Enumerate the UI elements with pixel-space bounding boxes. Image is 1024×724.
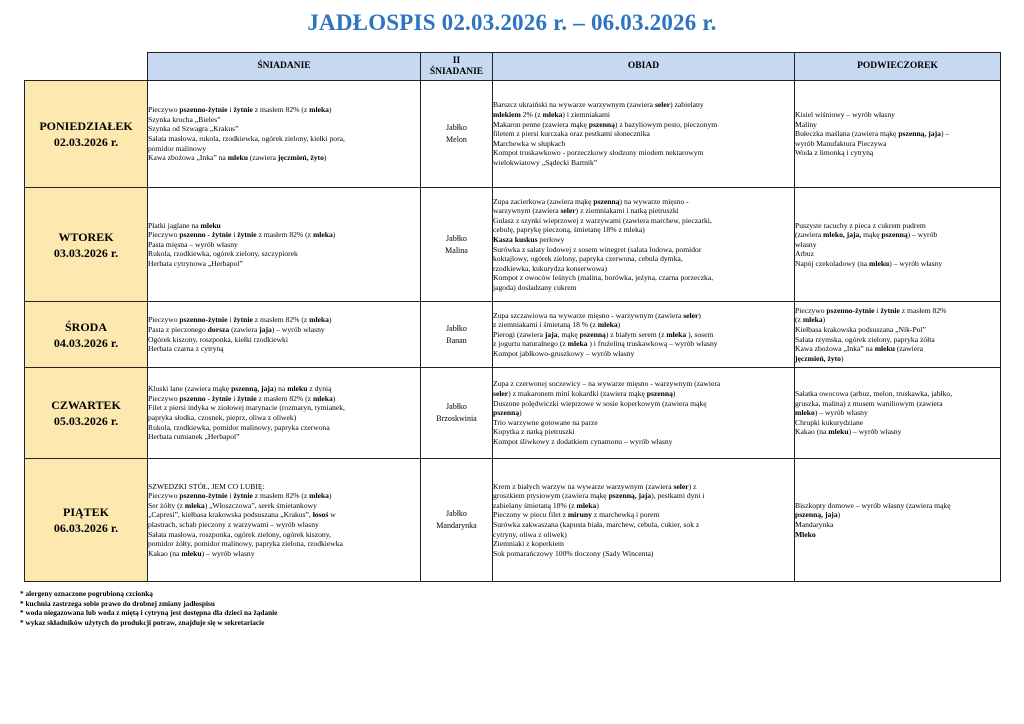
menu-line: z ziemniakami i śmietaną 18 % (z mleka) [493,320,621,330]
menu-line: Pasta z pieczonego dorsza (zawiera jaja) – wyrób własny [148,324,325,334]
menu-line: własny [795,239,817,249]
menu-line: Kakao (na mleku) – wyrób własny [795,427,902,437]
day-row [25,459,1001,582]
snack-cell [795,459,1001,582]
menu-line: Filet z piersi indyka w ziołowej marynacie (rozmaryn, tymianek, [148,403,345,413]
menu-line: Mandarynka [795,520,834,529]
snack-cell [795,81,1001,188]
menu-line: pomidor żółty, pomidor malinowy, papryka zielona, rzodkiewka [148,539,343,549]
day-row [25,81,1001,188]
menu-line: papryka słodka, czosnek, pieprz, oliwa z oliwek) [148,413,297,422]
menu-line: Pieczywo pszenno-żytnie i żytnie z masłem 82% (z mleka) [148,105,332,115]
menu-line: Gulasz z szynki wieprzowej z warzywami (zawiera marchew, pieczarki, [493,215,712,225]
day-name: PIĄTEK [62,505,109,519]
breakfast-cell [148,81,421,188]
menu-line: Zupa szczawiowa na wywarze mięsno - warzywnym (zawiera seler) [493,310,701,320]
menu-line: (zawiera mleko, jaja, mąkę pszenną) – wyrób [795,230,938,240]
menu-line: koktajlowy, ogórek zielony, papryka czerwona, cebula dymka, [493,254,683,264]
day-date: 05.03.2026 r. [53,414,119,428]
menu-line: Makaron penne (zawiera mąkę pszenną) z bazyliowym pesto, pieczonym [493,119,718,129]
menu-line: Arbuz [795,249,814,259]
footnote: * alergeny oznaczone pogrubioną czcionką [20,589,153,598]
menu-line: Napój czekoladowy (na mleku) – wyrób własny [795,258,943,268]
menu-line: rzodkiewka, kukurydza konserwowa) [493,263,608,273]
menu-line: „Capresi”, kiełbasa krakowska podsuszana „Krakus”, łosoś w [148,510,336,520]
second-breakfast-cell [421,81,493,188]
menu-line: Ziemniaki z koperkiem [493,539,564,549]
day-label-cell [25,81,148,188]
menu-line: filetem z piersi kurczaka oraz pestkami słonecznika [493,129,650,139]
menu-line: Pieczywo pszenno - żytnie i żytnie z masłem 82% (z mleka) [148,230,336,240]
menu-line: Krem z białych warzyw na wywarze warzywnym (zawiera seler) z [493,481,697,491]
day-label-cell [25,368,148,459]
menu-line: Kompot jabłkowo-gruszkowy – wyrób własny [493,348,635,358]
breakfast-cell [148,459,421,582]
lunch-cell [493,81,795,188]
header-second-breakfast-line1: II [452,55,461,66]
menu-line: cytryny, oliwa z oliwek) [493,529,567,539]
lunch-cell [493,188,795,302]
menu-line: pszenną, jaja) [795,510,841,520]
menu-line: Sałatka owocowa (arbuz, melon, truskawka, jabłko, [795,389,953,399]
menu-line: Sałata masłowa, rukola, rzodkiewka, ogórek zielony, kiełki pora, [148,134,345,143]
footnotes [20,589,277,627]
menu-line: Pieczony w piecu filet z miruny z marchewką i porem [493,510,660,520]
menu-line: Pasta mięsna – wyrób własny [148,239,238,249]
day-name: PONIEDZIAŁEK [39,119,133,133]
header-snack: PODWIECZOREK [795,53,1001,81]
menu-line: jęczmień, żyto) [795,353,844,363]
second-breakfast-item: Jabłko [446,509,467,518]
menu-line: Barszcz ukraiński na wywarze warzywnym (zawiera seler) zabielany [493,100,704,110]
lunch-cell [493,368,795,459]
menu-line: Pieczywo pszenno - żytnie i żytnie z masłem 82% (z mleka) [148,393,336,403]
menu-line: Pierogi (zawiera jaja, mąkę pszenną) z białym serem (z mleka ), sosem [493,329,714,339]
second-breakfast-cell [421,188,493,302]
menu-line: jagoda) dosładzany cukrem [493,282,577,292]
menu-line: Surówka z sałaty lodowej z sosem winegret (sałata lodowa, pomidor [493,244,702,254]
day-label-cell [25,188,148,302]
second-breakfast-cell [421,368,493,459]
menu-line: Kasza kuskus perłowy [493,234,565,244]
menu-line: Bułeczka maślana (zawiera mąkę pszenną, jaja) – [795,129,950,139]
second-breakfast-item: Jabłko [446,323,467,333]
menu-line: mlekiem 2% (z mleka) i ziemniakami [493,110,611,120]
menu-line: Zupa z czerwonej soczewicy – na wywarze mięsno - warzywnym (zawiera [493,379,721,389]
second-breakfast-item: Mandarynka [436,521,477,530]
second-breakfast-item: Brzoskwinia [436,414,477,423]
menu-line: Trio warzywne gotowane na parze [493,417,598,427]
footnote: * kuchnia zastrzega sobie prawo do drobnej zmiany jadłospisu [20,598,215,608]
day-row [25,302,1001,368]
lunch-cell [493,302,795,368]
second-breakfast-item: Banan [446,335,467,345]
day-date: 02.03.2026 r. [53,135,119,149]
menu-line: Herbata rumianek „Herbapol” [148,432,240,442]
day-row [25,368,1001,459]
second-breakfast-cell [421,302,493,368]
snack-cell [795,302,1001,368]
menu-line: z jogurtu naturalnego (z mleka ) i frużeliną truskawkową – wyrób własny [493,339,718,349]
menu-line: zabielany śmietaną 18% (z mleka) [493,500,599,510]
day-name: CZWARTEK [51,398,121,412]
day-date: 06.03.2026 r. [53,521,119,535]
menu-line: gruszka, malina) z musem waniliowym (zawiera [795,398,943,408]
menu-line: Sałata rzymska, ogórek zielony, papryka żółta [795,334,935,344]
menu-line: Chrupki kukurydziane [795,417,864,427]
menu-line: Rukola, rzodkiewka, pomidor malinowy, papryka czerwona [148,422,330,432]
menu-line: Sok pomarańczowy 100% tłoczony (Sady Wincenta) [493,548,654,558]
menu-line: Ser żółty (z mleka) „Włoszczowa”, serek śmietankowy [148,500,317,510]
menu-line: Kakao (na mleku) – wyrób własny [148,548,255,558]
day-date: 03.03.2026 r. [53,245,119,260]
menu-line: warzywnym (zawiera seler) z ziemniakami i natką pietruszki [493,206,679,216]
breakfast-cell [148,188,421,302]
header-second-breakfast-line2: ŚNIADANIE [429,66,484,77]
menu-table [24,52,1001,582]
menu-line: seler) z makaronem mini kokardki (zawiera mąkę pszenną) [493,389,676,399]
second-breakfast-item: Malina [445,245,468,255]
page-title: JADŁOSPIS 02.03.2026 r. – 06.03.2026 r. [307,10,717,35]
menu-line: Ogórek kiszony, roszponka, kiełki rzodkiewki [148,334,288,344]
menu-line: Kompot truskawkowo - porzeczkowy słodzony miodem nektarowym [493,148,704,158]
snack-cell [795,368,1001,459]
menu-line: (z mleka) [795,315,826,325]
day-label-cell [25,302,148,368]
menu-line: mleko) – wyrób własny [795,408,868,418]
header-breakfast: ŚNIADANIE [148,53,421,81]
menu-line: Woda z limonką i cytryną [795,148,874,158]
menu-line: Zupa zacierkowa (zawiera mąkę pszenną) na wywarze mięsno - [493,196,689,206]
menu-line: Kompot z owoców leśnych (malina, borówka, jeżyna, czarna porzeczka, [493,273,714,283]
footnote: * wykaz składników użytych do produkcji potraw, znajduje się w sekretariacie [20,617,265,627]
menu-line: Biszkopty domowe – wyrób własny (zawiera mąkę [795,500,951,510]
day-row [25,188,1001,302]
menu-line: Szynka krucha „Bieles” [148,114,221,124]
menu-line: SZWEDZKI STÓŁ, JEM CO LUBIĘ: [148,481,265,491]
menu-line: pomidor malinowy [148,143,207,153]
menu-line: Marchewka w słupkach [493,138,566,148]
header-row [25,53,1001,81]
menu-line: Maliny [795,119,817,129]
menu-line: Kawa zbożowa „Inka” na mleku (zawiera [795,344,924,354]
menu-line: Szynka od Szwagra „Krakus” [148,124,239,134]
menu-line: Herbata cytrynowa „Herbapol” [148,258,243,268]
lunch-cell [493,459,795,582]
corner-cell [25,53,148,81]
menu-line: Kompot śliwkowy z dodatkiem cynamonu – wyrób własny [493,436,673,446]
footnote: * woda niegazowana lub woda z miętą i cytryną jest dostępna dla dzieci na żądanie [20,608,278,617]
snack-cell [795,188,1001,302]
day-label-cell [25,459,148,582]
header-lunch: OBIAD [493,53,795,81]
menu-line: groszkiem ptysiowym (zawiera mąkę pszenną, jaja), pestkami dyni i [493,491,705,501]
day-name: ŚRODA [64,319,107,334]
menu-line: Kisiel wiśniowy – wyrób własny [795,110,895,120]
menu-line: Sałata masłowa, roszponka, ogórek zielony, ogórek kiszony, [148,529,331,539]
second-breakfast-cell [421,459,493,582]
menu-line: Rukola, rzodkiewka, ogórek zielony, szczypiorek [148,249,298,259]
menu-line: Kluski lane (zawiera mąkę pszenną, jaja) na mleku z dynią [148,384,332,394]
second-breakfast-item: Jabłko [446,233,467,243]
menu-line: wyrób Manufaktura Pieczywa [795,138,887,148]
second-breakfast-item: Jabłko [446,402,467,411]
menu-line: Puszyste racuchy z pieca z cukrem pudrem [795,220,926,230]
menu-line: wielokwiatowy „Sądecki Bartnik” [493,157,598,167]
second-breakfast-item: Jabłko [446,123,467,132]
menu-line: pszenną) [493,408,522,418]
breakfast-cell [148,302,421,368]
menu-line: Kopytka z natką pietruszki [493,427,575,437]
menu-line: Pieczywo pszenno-żytnie i żytnie z masłem 82% (z mleka) [148,491,332,501]
breakfast-cell [148,368,421,459]
day-date: 04.03.2026 r. [53,335,119,350]
menu-line: Kawa zbożowa „Inka” na mleku (zawiera jęczmień, żyto) [148,153,327,163]
menu-line: Pieczywo pszenno-żytnie i żytnie z masłem 82% (z mleka) [148,315,332,325]
menu-line: plastrach, schab pieczony z warzywami – wyrób własny [148,520,319,529]
menu-line: cebulę, paprykę pieczoną, śmietanę 18% z mleka) [493,225,645,235]
menu-line: Herbata czarna z cytryną [148,344,224,354]
menu-line: Duszone polędwiczki wieprzowe w sosie koperkowym (zawiera mąkę [493,398,707,408]
menu-body [25,81,1001,582]
day-name: WTOREK [58,229,114,244]
second-breakfast-item: Melon [446,135,467,144]
menu-line: Pieczywo pszenno-żytnie i żytnie z masłem 82% [795,305,947,315]
menu-line: Mleko [795,529,816,539]
menu-line: Surówka zakwaszana (kapusta biała, marchew, cebula, cukier, sok z [493,520,700,529]
menu-line: Kiełbasa krakowska podsuszana „Nik-Pol” [795,324,926,334]
header-second-breakfast [421,53,493,81]
menu-line: Płatki jaglane na mleku [148,220,221,230]
